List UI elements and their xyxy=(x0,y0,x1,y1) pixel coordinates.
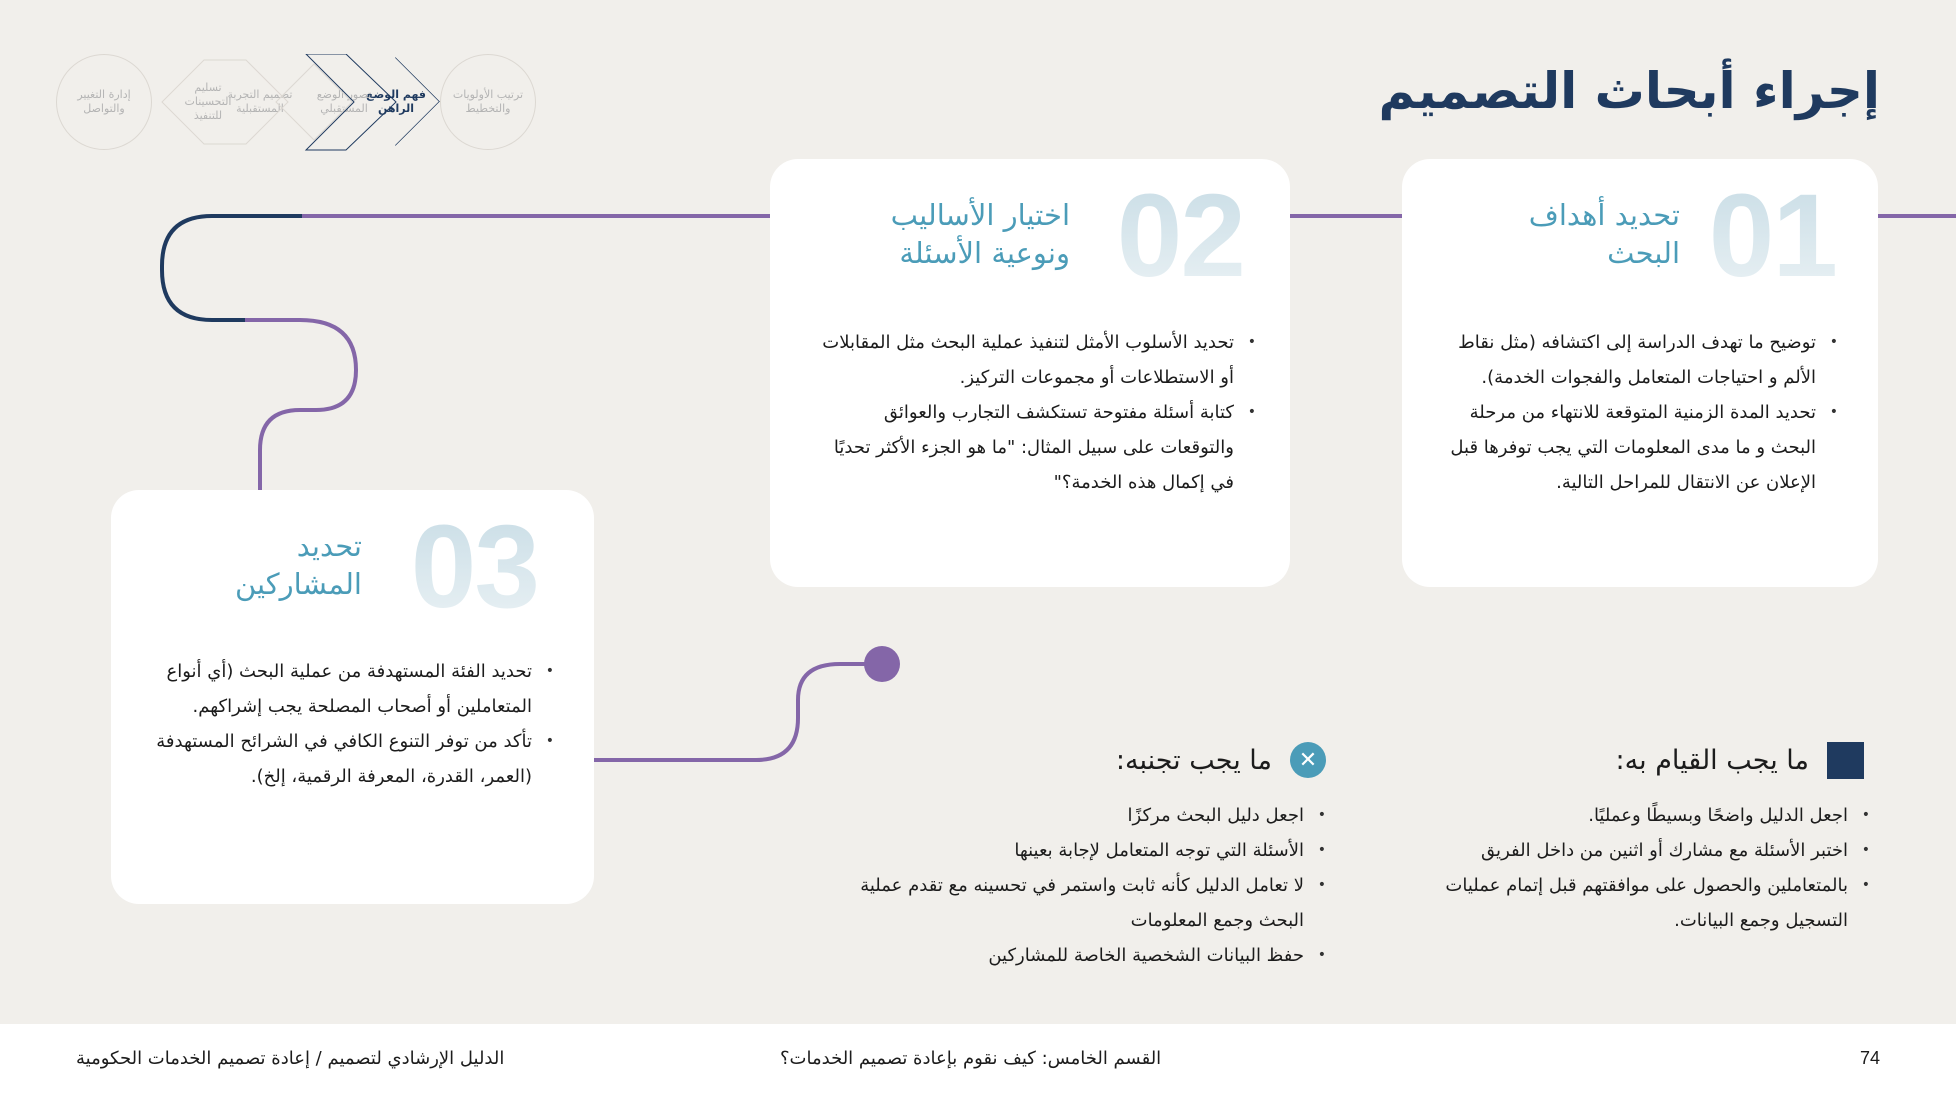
step-bullets xyxy=(152,654,532,794)
step-card-research-goals xyxy=(1402,159,1878,587)
connector-end-dot xyxy=(864,646,900,682)
phase-prioritize[interactable] xyxy=(440,54,536,150)
close-icon: ✕ xyxy=(1290,742,1326,778)
list-item: • اختبر الأسئلة مع مشارك أو اثنين من داخل الفريق xyxy=(1408,833,1848,868)
dont-list xyxy=(824,798,1304,973)
list-item: • بالمتعاملين والحصول على موافقتهم قبل إتمام عمليات التسجيل وجمع البيانات. xyxy=(1408,868,1848,938)
page-number: 74 xyxy=(1859,1048,1880,1068)
list-item: • اجعل دليل البحث مركزًا xyxy=(824,798,1304,833)
dont-heading xyxy=(1116,742,1326,778)
list-item: • كتابة أسئلة مفتوحة تستكشف التجارب والعوائق والتوقعات على سبيل المثال: "ما هو الجزء الأكثر تحديًا في إكمال هذه الخدمة؟" xyxy=(814,395,1234,500)
list-item: • تحديد المدة الزمنية المتوقعة للانتهاء من مرحلة البحث و ما مدى المعلومات التي يجب توفرها قبل الإعلان عن الانتقال للمراحل التالية. xyxy=(1436,395,1816,500)
phase-navigation xyxy=(56,54,536,154)
phase-deliver[interactable] xyxy=(160,54,256,150)
list-item: • توضيح ما تهدف الدراسة إلى اكتشافه (مثل نقاط الألم و احتياجات المتعامل والفجوات الخدمة). xyxy=(1436,325,1816,395)
step-number: 03 xyxy=(410,501,538,633)
step-card-participants xyxy=(111,490,594,904)
step-number: 01 xyxy=(1708,170,1836,302)
phase-label: فهم الوضع الراهن xyxy=(366,88,426,115)
step-title xyxy=(891,196,1070,272)
dont-heading-text: ما يجب تجنبه: xyxy=(1115,744,1272,776)
phase-label: ترتيب الأولويات والتخطيط xyxy=(452,88,524,115)
list-item: • تحديد الأسلوب الأمثل لتنفيذ عملية البحث مثل المقابلات أو الاستطلاعات أو مجموعات التركيز. xyxy=(814,325,1234,395)
page-title: إجراء أبحاث التصميم xyxy=(1378,62,1880,120)
phase-change-management[interactable] xyxy=(56,54,152,150)
phase-label: تصور الوضع المستقبلي xyxy=(316,88,372,115)
footer-section-title: القسم الخامس: كيف نقوم بإعادة تصميم الخدمات؟ xyxy=(780,1048,1162,1069)
phase-label: إدارة التغيير والتواصل xyxy=(77,88,131,115)
phase-label: تسليم التحسينات للتنفيذ xyxy=(184,81,232,122)
connector-navy-curve xyxy=(162,216,302,320)
connector-card3-dot xyxy=(594,664,882,760)
step-title-line: اختيار الأساليب xyxy=(890,198,1070,232)
step-title-line: المشاركين xyxy=(234,567,362,601)
step-title xyxy=(1529,196,1680,272)
step-card-methods xyxy=(770,159,1290,587)
footer-guide-title: الدليل الإرشادي لتصميم / إعادة تصميم الخدمات الحكومية xyxy=(76,1048,505,1069)
list-item: • تحديد الفئة المستهدفة من عملية البحث (أي أنواع المتعاملين أو أصحاب المصلحة يجب إشراكهم. xyxy=(152,654,532,724)
square-icon xyxy=(1827,742,1864,779)
connector-purple-curve xyxy=(245,320,356,490)
step-title-line: تحديد أهداف xyxy=(1528,198,1680,232)
list-item: • تأكد من توفر التنوع الكافي في الشرائح المستهدفة (العمر، القدرة، المعرفة الرقمية، إلخ). xyxy=(152,724,532,794)
step-bullets xyxy=(1436,325,1816,500)
footer xyxy=(0,1024,1956,1100)
list-item: • حفظ البيانات الشخصية الخاصة للمشاركين xyxy=(824,938,1304,973)
step-title-line: ونوعية الأسئلة xyxy=(899,236,1070,270)
list-item: • اجعل الدليل واضحًا وبسيطًا وعمليًا. xyxy=(1408,798,1848,833)
step-title-line: تحديد xyxy=(296,529,362,563)
step-bullets xyxy=(814,325,1234,500)
step-title xyxy=(235,527,362,603)
step-title-line: البحث xyxy=(1607,236,1680,270)
do-heading-text: ما يجب القيام به: xyxy=(1615,745,1809,776)
do-heading xyxy=(1616,742,1864,779)
list-item: • لا تعامل الدليل كأنه ثابت واستمر في تحسينه مع تقدم عملية البحث وجمع المعلومات xyxy=(824,868,1304,938)
phase-future-state[interactable] xyxy=(296,54,392,150)
step-number: 02 xyxy=(1116,170,1244,302)
list-item: • الأسئلة التي توجه المتعامل لإجابة بعينها xyxy=(824,833,1304,868)
do-list xyxy=(1408,798,1848,938)
phase-label: تصميم التجربة المستقبلية xyxy=(227,88,293,115)
